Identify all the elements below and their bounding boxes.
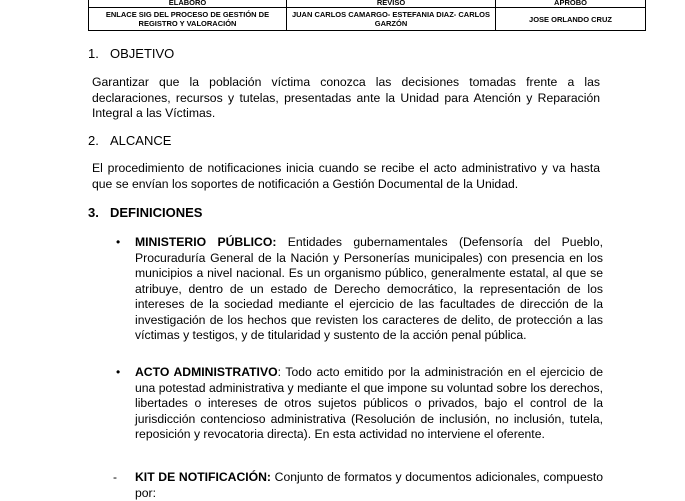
section-number: 3. <box>88 205 99 220</box>
value-aprobo: JOSE ORLANDO CRUZ <box>496 8 646 31</box>
definition-text: : Todo acto emitido por la administración en el ejercicio de una potestad administrativa y mediante el que impone su voluntad sobre los derechos, libertades o intereses de otros sujetos públicos o privados, bajo el control de la jurisdicción contencioso administrativa (Resolución de inclusión, no inclusión, tutela, reposición y revocatoria directa). En esta actividad no interviene el oferente. <box>135 365 604 441</box>
definition-text: Conjunto de formatos y documentos adicionales, compuesto por: <box>135 470 603 500</box>
definition-ministerio-publico <box>113 235 603 344</box>
header-reviso: REVISO <box>287 0 496 8</box>
definitions-list-3 <box>113 470 603 501</box>
header-elaboro: ELABORO <box>89 0 287 8</box>
alcance-paragraph: El procedimiento de notificaciones inicia cuando se recibe el acto administrativo y va hasta que se envían los soportes de notificación a Gestión Documental de la Unidad. <box>92 161 600 191</box>
definitions-list <box>113 235 603 344</box>
definitions-list-2 <box>113 365 603 443</box>
objetivo-paragraph: Garantizar que la población víctima conozca las decisiones tomadas frente a las declaraciones, recursos y tutelas, presentadas ante la Unidad para Atención y Reparación Integral a las Víctimas. <box>92 75 600 120</box>
definition-kit-notificacion <box>113 470 603 501</box>
definition-term: KIT DE NOTIFICACIÓN: <box>135 470 271 484</box>
bullet-dot-icon: • <box>116 235 121 249</box>
section-definiciones-title <box>88 205 202 220</box>
section-number: 2. <box>88 133 99 148</box>
signature-table-header-row <box>89 0 646 8</box>
signature-table-value-row <box>89 8 646 31</box>
definition-acto-administrativo <box>113 365 603 443</box>
section-title-text: DEFINICIONES <box>110 205 203 220</box>
section-number: 1. <box>88 46 99 61</box>
value-reviso: JUAN CARLOS CAMARGO- ESTEFANIA DIAZ- CARLOS GARZÓN <box>287 8 496 31</box>
definition-term: ACTO ADMINISTRATIVO <box>135 365 278 379</box>
bullet-dot-icon: • <box>116 365 121 379</box>
section-title-text: OBJETIVO <box>110 46 175 61</box>
section-alcance-title <box>88 133 171 148</box>
header-aprobo: APROBO <box>496 0 646 8</box>
section-objetivo-title <box>88 46 174 61</box>
bullet-dash-icon: - <box>113 470 117 484</box>
definition-text: Entidades gubernamentales (Defensoría del Pueblo, Procuraduría General de la Nación y Personerías municipales) con presencia en los municipios a nivel nacional. Es un organismo público, generalmente estatal, al que se atribuye, dentro de un estado de Derecho democrático, la representación de los intereses de la sociedad mediante el ejercicio de las facultades de dirección de la investigación de los hechos que revisten los caracteres de delito, de protección a las víctimas y testigos, y de titularidad y sustento de la acción penal pública. <box>135 235 603 342</box>
section-title-text: ALCANCE <box>110 133 172 148</box>
signature-table <box>88 0 646 31</box>
definition-term: MINISTERIO PÚBLICO: <box>135 235 277 249</box>
value-elaboro: ENLACE SIG DEL PROCESO DE GESTIÓN DE REGISTRO Y VALORACIÓN <box>89 8 287 31</box>
